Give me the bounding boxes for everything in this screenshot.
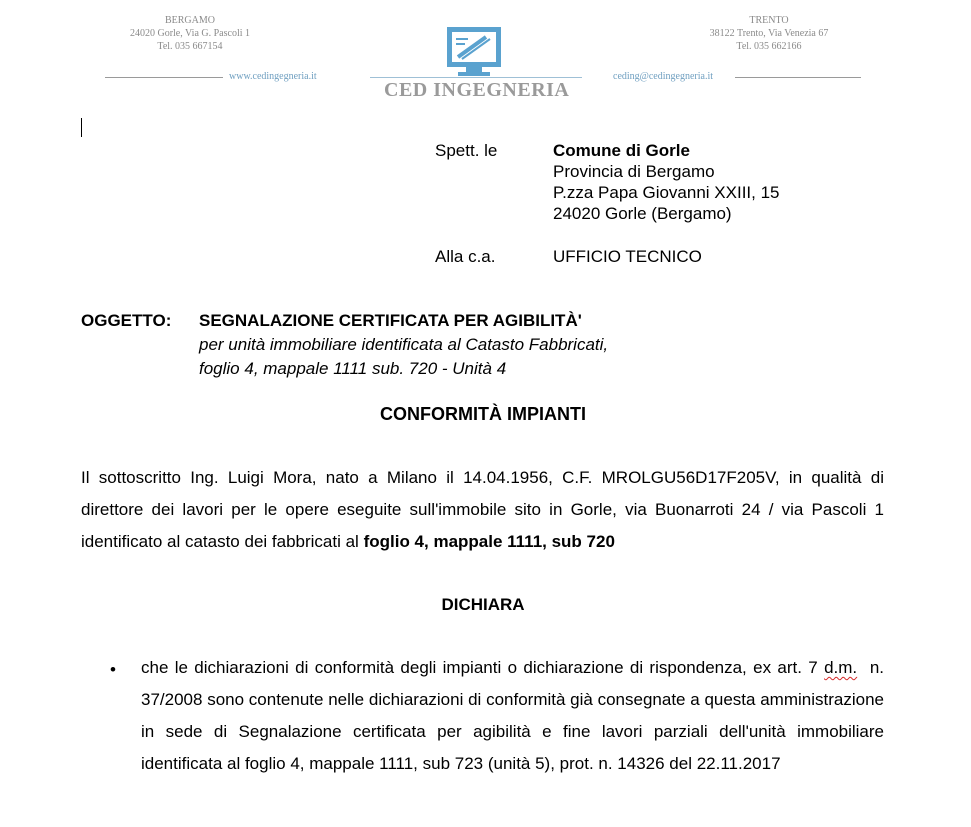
right-office-phone: Tel. 035 662166 (736, 41, 802, 52)
attention-label: Alla c.a. (435, 247, 496, 266)
bullet-text-cont: n. 37/2008 sono contenute nelle dichiarazioni di conformità già consegnate a questa amministrazione in sede di Segnalazione certificata per agibilità e fine lavori parziali dell'unità immobiliare identificata al foglio 4, mappale 1111, sub 723 (unità 5), prot. n. 14326 del 22.11.2017 (141, 658, 889, 773)
subject-line: foglio 4, mappale 1111 sub. 720 - Unità 4 (199, 359, 507, 378)
subject-label: OGGETTO: (81, 311, 172, 330)
declares-heading: DICHIARA (441, 595, 525, 614)
attention-value: UFFICIO TECNICO (553, 247, 702, 266)
bullet-dot-icon: • (110, 660, 116, 679)
subject-line: per unità immobiliare identificata al Catasto Fabbricati, (199, 335, 609, 354)
recipient-line: Provincia di Bergamo (553, 162, 715, 181)
right-office (688, 14, 850, 53)
recipient-line: 24020 Gorle (Bergamo) (553, 204, 732, 223)
recipient-line: P.zza Papa Giovanni XXIII, 15 (553, 183, 780, 202)
left-divider (105, 77, 223, 78)
intro-text: Il sottoscritto Ing. Luigi Mora, nato a Milano il 14.04.1956, C.F. MROLGU56D17F205V, in qualità di direttore dei lavori per le opere eseguite sull'immobile sito in Gorle, via Buonarroti 24 / via Pascoli 1 identificato al catasto dei fabbricati al (81, 468, 884, 551)
salutation: Spett. le (435, 141, 498, 160)
subject-title: SEGNALAZIONE CERTIFICATA PER AGIBILITÀ' (199, 311, 582, 330)
text-cursor (81, 118, 82, 137)
website-link[interactable]: www.cedingegneria.it (229, 71, 317, 82)
left-office-address: 24020 Gorle, Via G. Pascoli 1 (129, 28, 251, 39)
bullet-paragraph (141, 652, 889, 780)
intro-bold-reference: foglio 4, mappale 1111, sub 720 (363, 532, 615, 551)
intro-paragraph (81, 462, 884, 558)
right-office-city: TRENTO (749, 15, 789, 26)
left-office (110, 14, 270, 53)
email-link[interactable]: ceding@cedingegneria.it (613, 71, 713, 82)
right-divider (735, 77, 861, 78)
left-office-city: BERGAMO (164, 15, 215, 26)
monitor-logo-icon (446, 26, 502, 78)
spellcheck-flagged-word[interactable]: d.m. (824, 658, 858, 677)
left-office-phone: Tel. 035 667154 (157, 41, 223, 52)
recipient-name: Comune di Gorle (553, 141, 690, 160)
section-title: CONFORMITÀ IMPIANTI (380, 404, 586, 424)
logo-wordmark: CED INGEGNERIA (384, 79, 570, 101)
bullet-text: che le dichiarazioni di conformità degli impianti o dichiarazione di rispondenza, ex art. 7 (141, 658, 825, 677)
right-office-address: 38122 Trento, Via Venezia 67 (709, 28, 829, 39)
